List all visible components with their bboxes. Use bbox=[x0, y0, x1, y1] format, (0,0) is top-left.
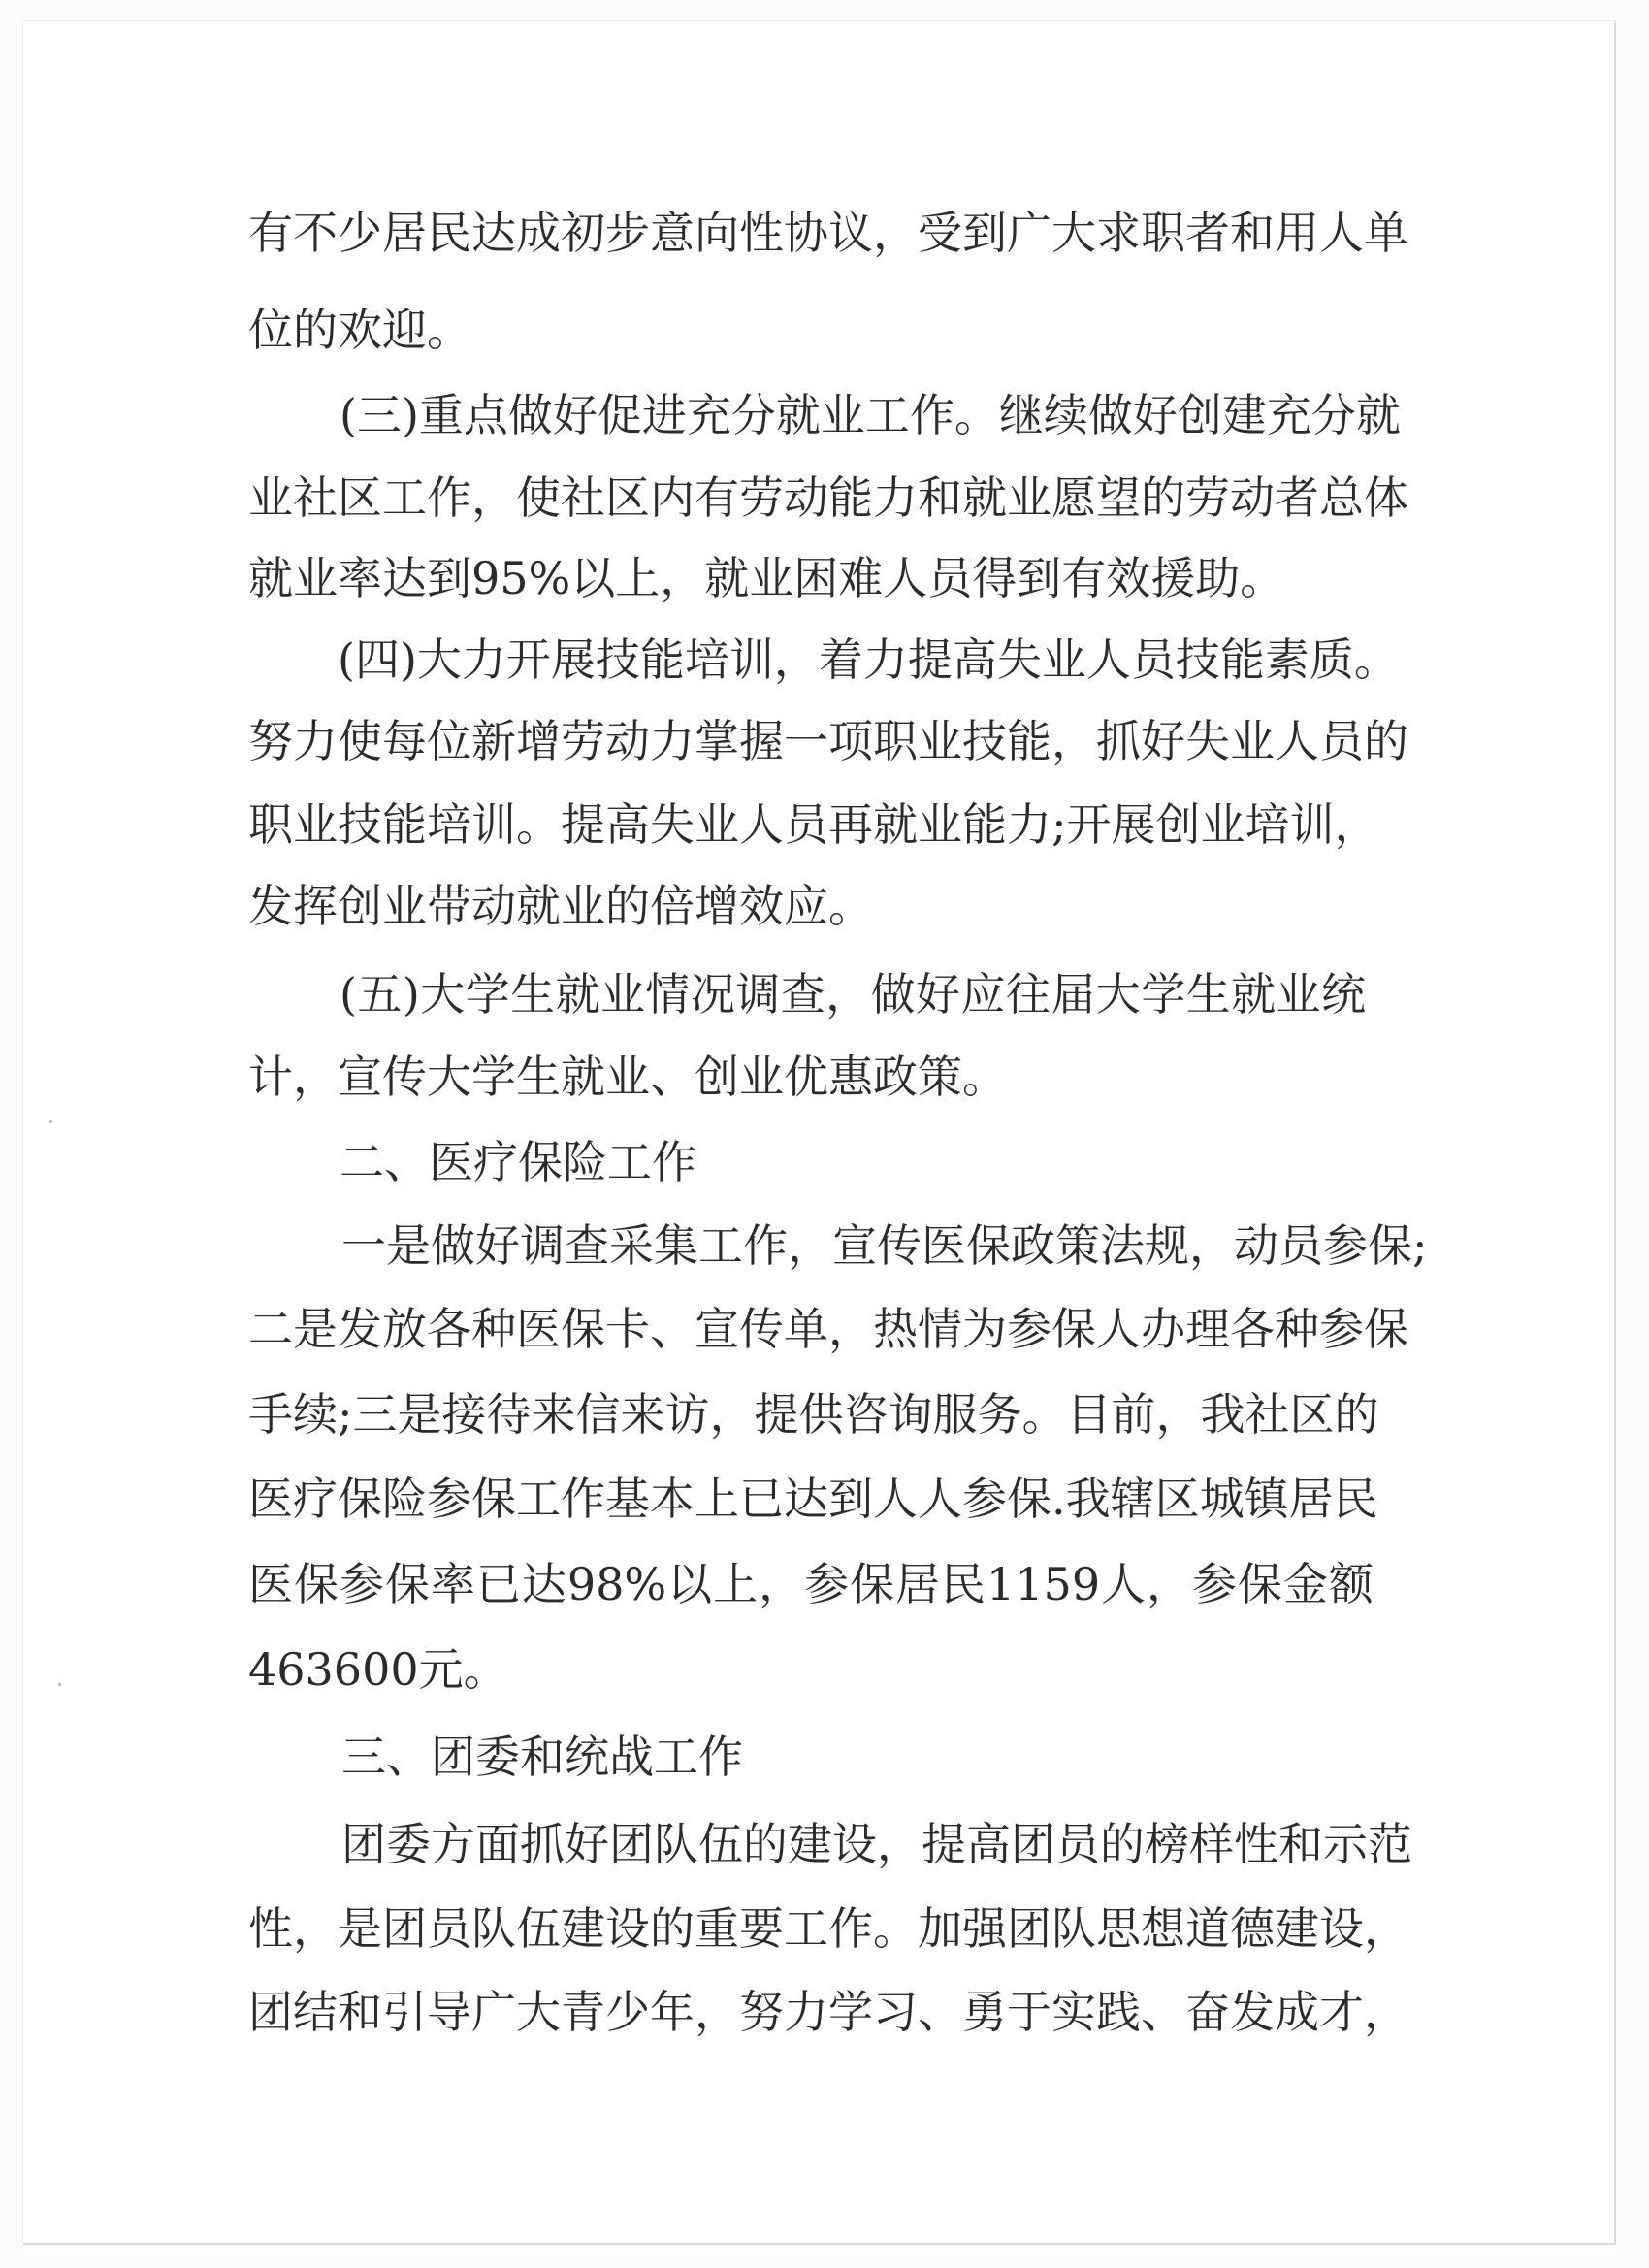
text-line-20: 团委方面抓好团队伍的建设，提高团员的榜样性和示范 bbox=[341, 1818, 1412, 1870]
text-line-16: 医疗保险参保工作基本上已达到人人参保.我辖区城镇居民 bbox=[248, 1473, 1378, 1525]
text-line-2: 位的欢迎。 bbox=[248, 304, 471, 356]
text-line-5: 就业率达到95%以上，就业困难人员得到有效援助。 bbox=[248, 552, 1285, 604]
text-line-8: 职业技能培训。提高失业人员再就业能力;开展创业培训， bbox=[248, 798, 1379, 851]
text-line-22: 团结和引导广大青少年，努力学习、勇于实践、奋发成才， bbox=[248, 1986, 1408, 2038]
text-line-13: 一是做好调查采集工作，宣传医保政策法规，动员参保; bbox=[341, 1219, 1428, 1272]
text-line-15: 手续;三是接待来信来访，提供咨询服务。目前，我社区的 bbox=[248, 1388, 1379, 1441]
section-heading-medical-insurance: 二、医疗保险工作 bbox=[340, 1136, 696, 1188]
text-line-14: 二是发放各种医保卡、宣传单，热情为参保人办理各种参保 bbox=[248, 1303, 1408, 1355]
text-line-11: 计，宣传大学生就业、创业优惠政策。 bbox=[248, 1051, 1007, 1103]
text-line-3: (三)重点做好促进充分就业工作。继续做好创建充分就 bbox=[340, 389, 1401, 441]
text-line-4: 业社区工作，使社区内有劳动能力和就业愿望的劳动者总体 bbox=[248, 471, 1408, 524]
section-heading-league-united-front: 三、团委和统战工作 bbox=[341, 1731, 743, 1783]
text-line-21: 性，是团员队伍建设的重要工作。加强团队思想道德建设， bbox=[248, 1902, 1408, 1955]
text-line-1: 有不少居民达成初步意向性协议，受到广大求职者和用人单 bbox=[248, 207, 1408, 259]
text-line-7: 努力使每位新增劳动力掌握一项职业技能，抓好失业人员的 bbox=[248, 715, 1408, 767]
text-line-10: (五)大学生就业情况调查，做好应往届大学生就业统 bbox=[340, 968, 1366, 1021]
text-line-9: 发挥创业带动就业的倍增效应。 bbox=[248, 880, 873, 932]
text-line-17: 医保参保率已达98%以上，参保居民1159人，参保金额 bbox=[248, 1558, 1374, 1610]
text-line-18: 463600元。 bbox=[248, 1643, 508, 1696]
text-line-6: (四)大力开展技能培训，着力提高失业人员技能素质。 bbox=[338, 633, 1399, 686]
